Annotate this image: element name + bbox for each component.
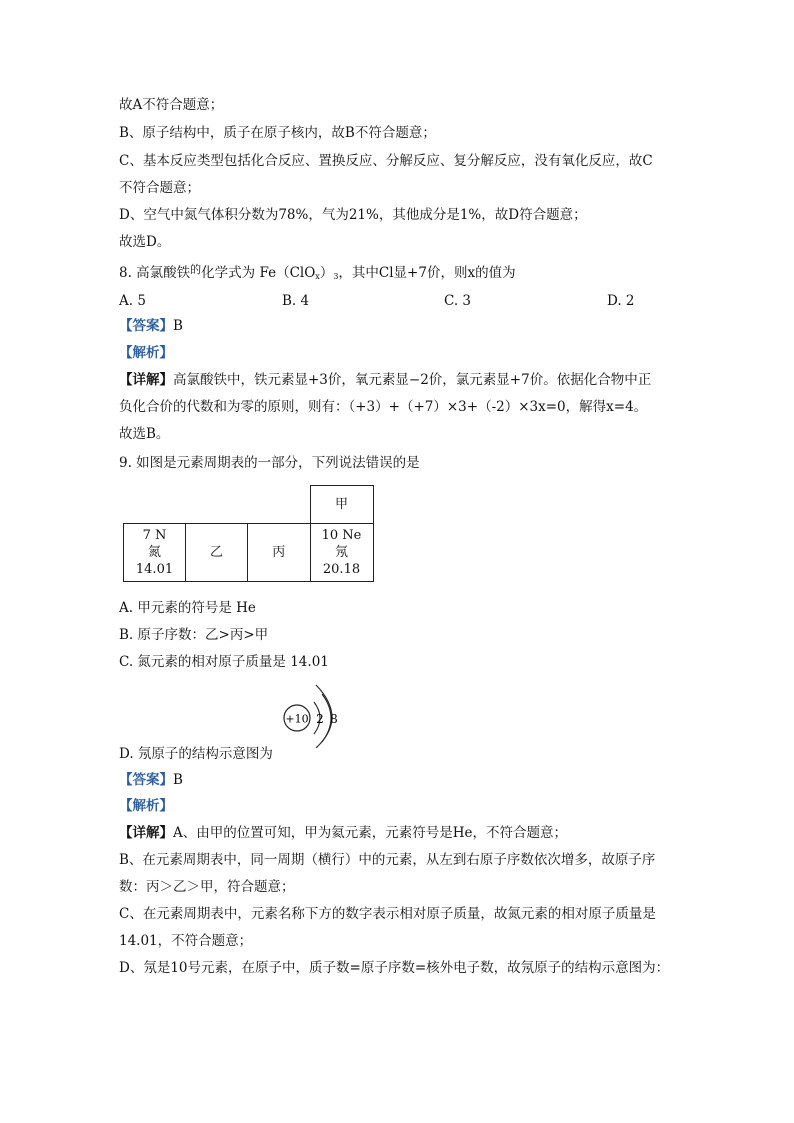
q9-detail-b: B、在元素周期表中，同一周期（横行）中的元素，从左到右原子序数依次增多，故原子序 [119, 852, 656, 868]
cell-neon: 10 Ne 氖 20.18 [310, 524, 373, 582]
q9-option-b: B. 原子序数：乙>丙>甲 [119, 627, 269, 643]
text-line: C、基本反应类型包括化合反应、置换反应、分解反应、复分解反应，没有氧化反应，故C [119, 153, 653, 169]
q8-conclusion: 故选B。 [119, 426, 170, 442]
shell-electron-count: 2 [316, 712, 324, 726]
neon-atom-structure-diagram [276, 680, 366, 748]
text-line: 不符合题意； [119, 180, 200, 196]
q8-detail-cont: 负化合价的代数和为零的原则，则有：（+3）+（+7）×3+（-2）×3x=0，解得x=4。 [119, 399, 648, 415]
q9-stem: 9. 如图是元素周期表的一部分，下列说法错误的是 [119, 455, 420, 471]
q9-detail: 【详解】A、由甲的位置可知，甲为氦元素，元素符号是He，不符合题意； [119, 825, 568, 841]
q8-option-a: A. 5 [119, 293, 146, 309]
text-line: B、原子结构中，质子在原子核内，故B不符合题意； [119, 125, 436, 141]
cell-yi: 乙 [186, 524, 248, 582]
q8-detail: 【详解】高氯酸铁中，铁元素显+3价，氧元素显−2价，氯元素显+7价。依据化合物中正 [119, 372, 652, 388]
q9-detail-b-cont: 数：丙＞乙＞甲，符合题意； [119, 879, 295, 895]
q8-stem: 8. 高氯酸铁$^的$化学式为 $Fe(ClO_x)_3$，其中Cl显+7价，则x的值为 [119, 263, 516, 281]
q8-option-b: B. 4 [282, 293, 310, 309]
q8-answer: 【答案】B [119, 318, 183, 334]
cell-nitrogen: 7 N 氮 14.01 [124, 524, 186, 582]
cell-jia: 甲 [310, 486, 373, 524]
text-line: D、空气中氮气体积分数为78%，气为21%，其他成分是1%，故D符合题意； [119, 207, 587, 223]
q9-detail-d: D、氖是10号元素，在原子中，质子数=原子序数=核外电子数，故氖原子的结构示意图为： [119, 960, 670, 976]
cell-bing: 丙 [248, 524, 311, 582]
q8-analysis: 【解析】 [119, 345, 173, 361]
text-line: 故A不符合题意； [119, 97, 224, 113]
q9-analysis: 【解析】 [119, 798, 173, 814]
q9-option-d: D. 氖原子的结构示意图为 [119, 746, 273, 762]
q8-option-d: D. 2 [607, 293, 635, 309]
nucleus-charge: +10 [285, 712, 309, 726]
q9-option-c: C. 氮元素的相对原子质量是 14.01 [119, 654, 329, 670]
text-line: 故选D。 [119, 234, 171, 250]
q9-detail-c: C、在元素周期表中，元素名称下方的数字表示相对原子质量，故氮元素的相对原子质量是 [119, 906, 656, 922]
q8-option-c: C. 3 [444, 293, 472, 309]
periodic-table-fragment [123, 485, 374, 582]
shell-electron-count: 8 [330, 712, 338, 726]
q9-answer: 【答案】B [119, 772, 183, 788]
q9-option-a: A. 甲元素的符号是 He [119, 600, 256, 616]
q9-detail-c-cont: 14.01，不符合题意； [119, 933, 253, 949]
